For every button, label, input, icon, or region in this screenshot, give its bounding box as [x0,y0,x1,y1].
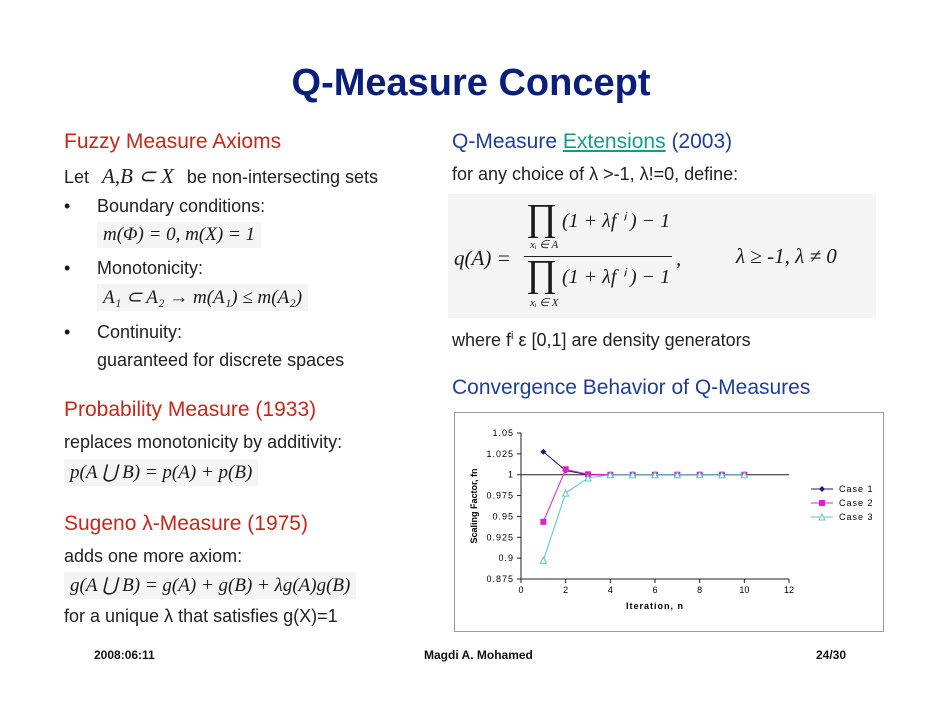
x-tick-label: 10 [739,585,750,595]
footer-author: Magdi A. Mohamed [424,648,533,662]
probability-math: p(A ⋃ B) = p(A) + p(B) [64,459,258,486]
eq-numerator-sub: xᵢ ∈ A [530,239,559,251]
slide-title: Q-Measure Concept [291,62,651,104]
let-prefix: Let [64,167,90,187]
data-point-case-3 [540,557,546,563]
legend-marker-case-1 [819,486,825,492]
legend-marker-case-2 [819,500,825,506]
extensions-link[interactable]: Extensions [562,130,666,153]
product-symbol-bottom: ∏ [526,253,558,295]
x-tick-label: 0 [518,585,524,595]
eq-numerator: (1 + λf ⁱ ) − 1 [562,210,671,232]
product-symbol-top: ∏ [526,197,558,239]
x-tick-label: 2 [563,585,569,595]
sugeno-math: g(A ⋃ B) = g(A) + g(B) + λg(A)g(B) [64,572,356,599]
fuzzy-axioms-heading: Fuzzy Measure Axioms [64,130,282,153]
sugeno-footer: for a unique λ that satisfies g(X)=1 [64,606,338,626]
boundary-math: m(Φ) = 0, m(X) = 1 [97,222,261,248]
density-sup: i [511,330,514,342]
data-point-case-3 [563,490,569,496]
bullet-dot-2: • [64,258,71,278]
bullet-monotonicity-label: Monotonicity: [97,258,204,278]
eq-denominator: (1 + λf ⁱ ) − 1 [562,266,671,288]
continuity-text: guaranteed for discrete spaces [97,350,345,370]
let-math: A,B ⊂ X [102,164,174,188]
y-tick-label: 0.975 [486,490,514,501]
data-point-case-2 [540,519,546,525]
bullet-dot-1: • [64,196,71,216]
legend-label-case-1: Case 1 [839,484,874,494]
bullet-boundary-label: Boundary conditions: [97,196,266,216]
series-line-2 [543,469,744,522]
let-line [64,164,378,189]
y-tick-label: 0.925 [486,532,514,543]
y-tick-label: 1.025 [486,448,514,459]
q-equation-box [448,194,876,318]
x-tick-label: 6 [652,585,658,595]
legend-label-case-3: Case 3 [839,512,874,522]
probability-heading: Probability Measure (1933) [64,398,317,421]
sugeno-heading: Sugeno λ-Measure (1975) [64,512,308,535]
data-point-case-2 [563,466,569,472]
sugeno-text: adds one more axiom: [64,546,243,566]
legend-label-case-2: Case 2 [839,498,874,508]
y-tick-label: 0.875 [486,574,514,584]
series-line-3 [543,475,744,561]
density-suffix: ε [0,1] are density generators [513,330,751,350]
probability-text: replaces monotonicity by additivity: [64,432,343,452]
qmeasure-heading-suffix: (2003) [665,130,733,153]
qmeasure-heading [452,130,732,154]
density-text [452,330,751,351]
convergence-chart [454,412,884,632]
let-suffix: be non-intersecting sets [186,167,379,187]
eq-lhs: q(A) = [454,246,511,270]
bullet-continuity-label: Continuity: [97,322,183,342]
eq-condition: λ ≥ -1, λ ≠ 0 [736,244,837,268]
convergence-heading: Convergence Behavior of Q-Measures [452,376,811,399]
monotonicity-math: A₁ ⊂ A₂ → m(A₁) ≤ m(A₂) [97,284,308,311]
x-axis-label: Iteration, n [625,601,685,611]
footer-date: 2008:06:11 [94,648,155,662]
eq-denominator-sub: xᵢ ∈ X [530,297,559,309]
y-tick-label: 0.9 [498,553,514,564]
y-tick-label: 0.95 [492,511,514,522]
density-prefix: where f [452,330,512,350]
footer-page: 24/30 [816,648,847,662]
y-tick-label: 1.05 [492,428,514,438]
x-tick-label: 4 [607,585,613,595]
convergence-chart-svg [455,413,883,631]
y-tick-label: 1 [507,469,514,480]
x-tick-label: 8 [697,585,703,595]
bullet-dot-3: • [64,322,71,342]
x-tick-label: 12 [783,585,795,595]
y-axis-label: Scaling Factor, fn [469,468,479,544]
define-text: for any choice of λ >-1, λ!=0, define: [452,164,739,184]
eq-comma: , [676,246,682,270]
qmeasure-heading-prefix: Q-Measure [452,130,563,153]
